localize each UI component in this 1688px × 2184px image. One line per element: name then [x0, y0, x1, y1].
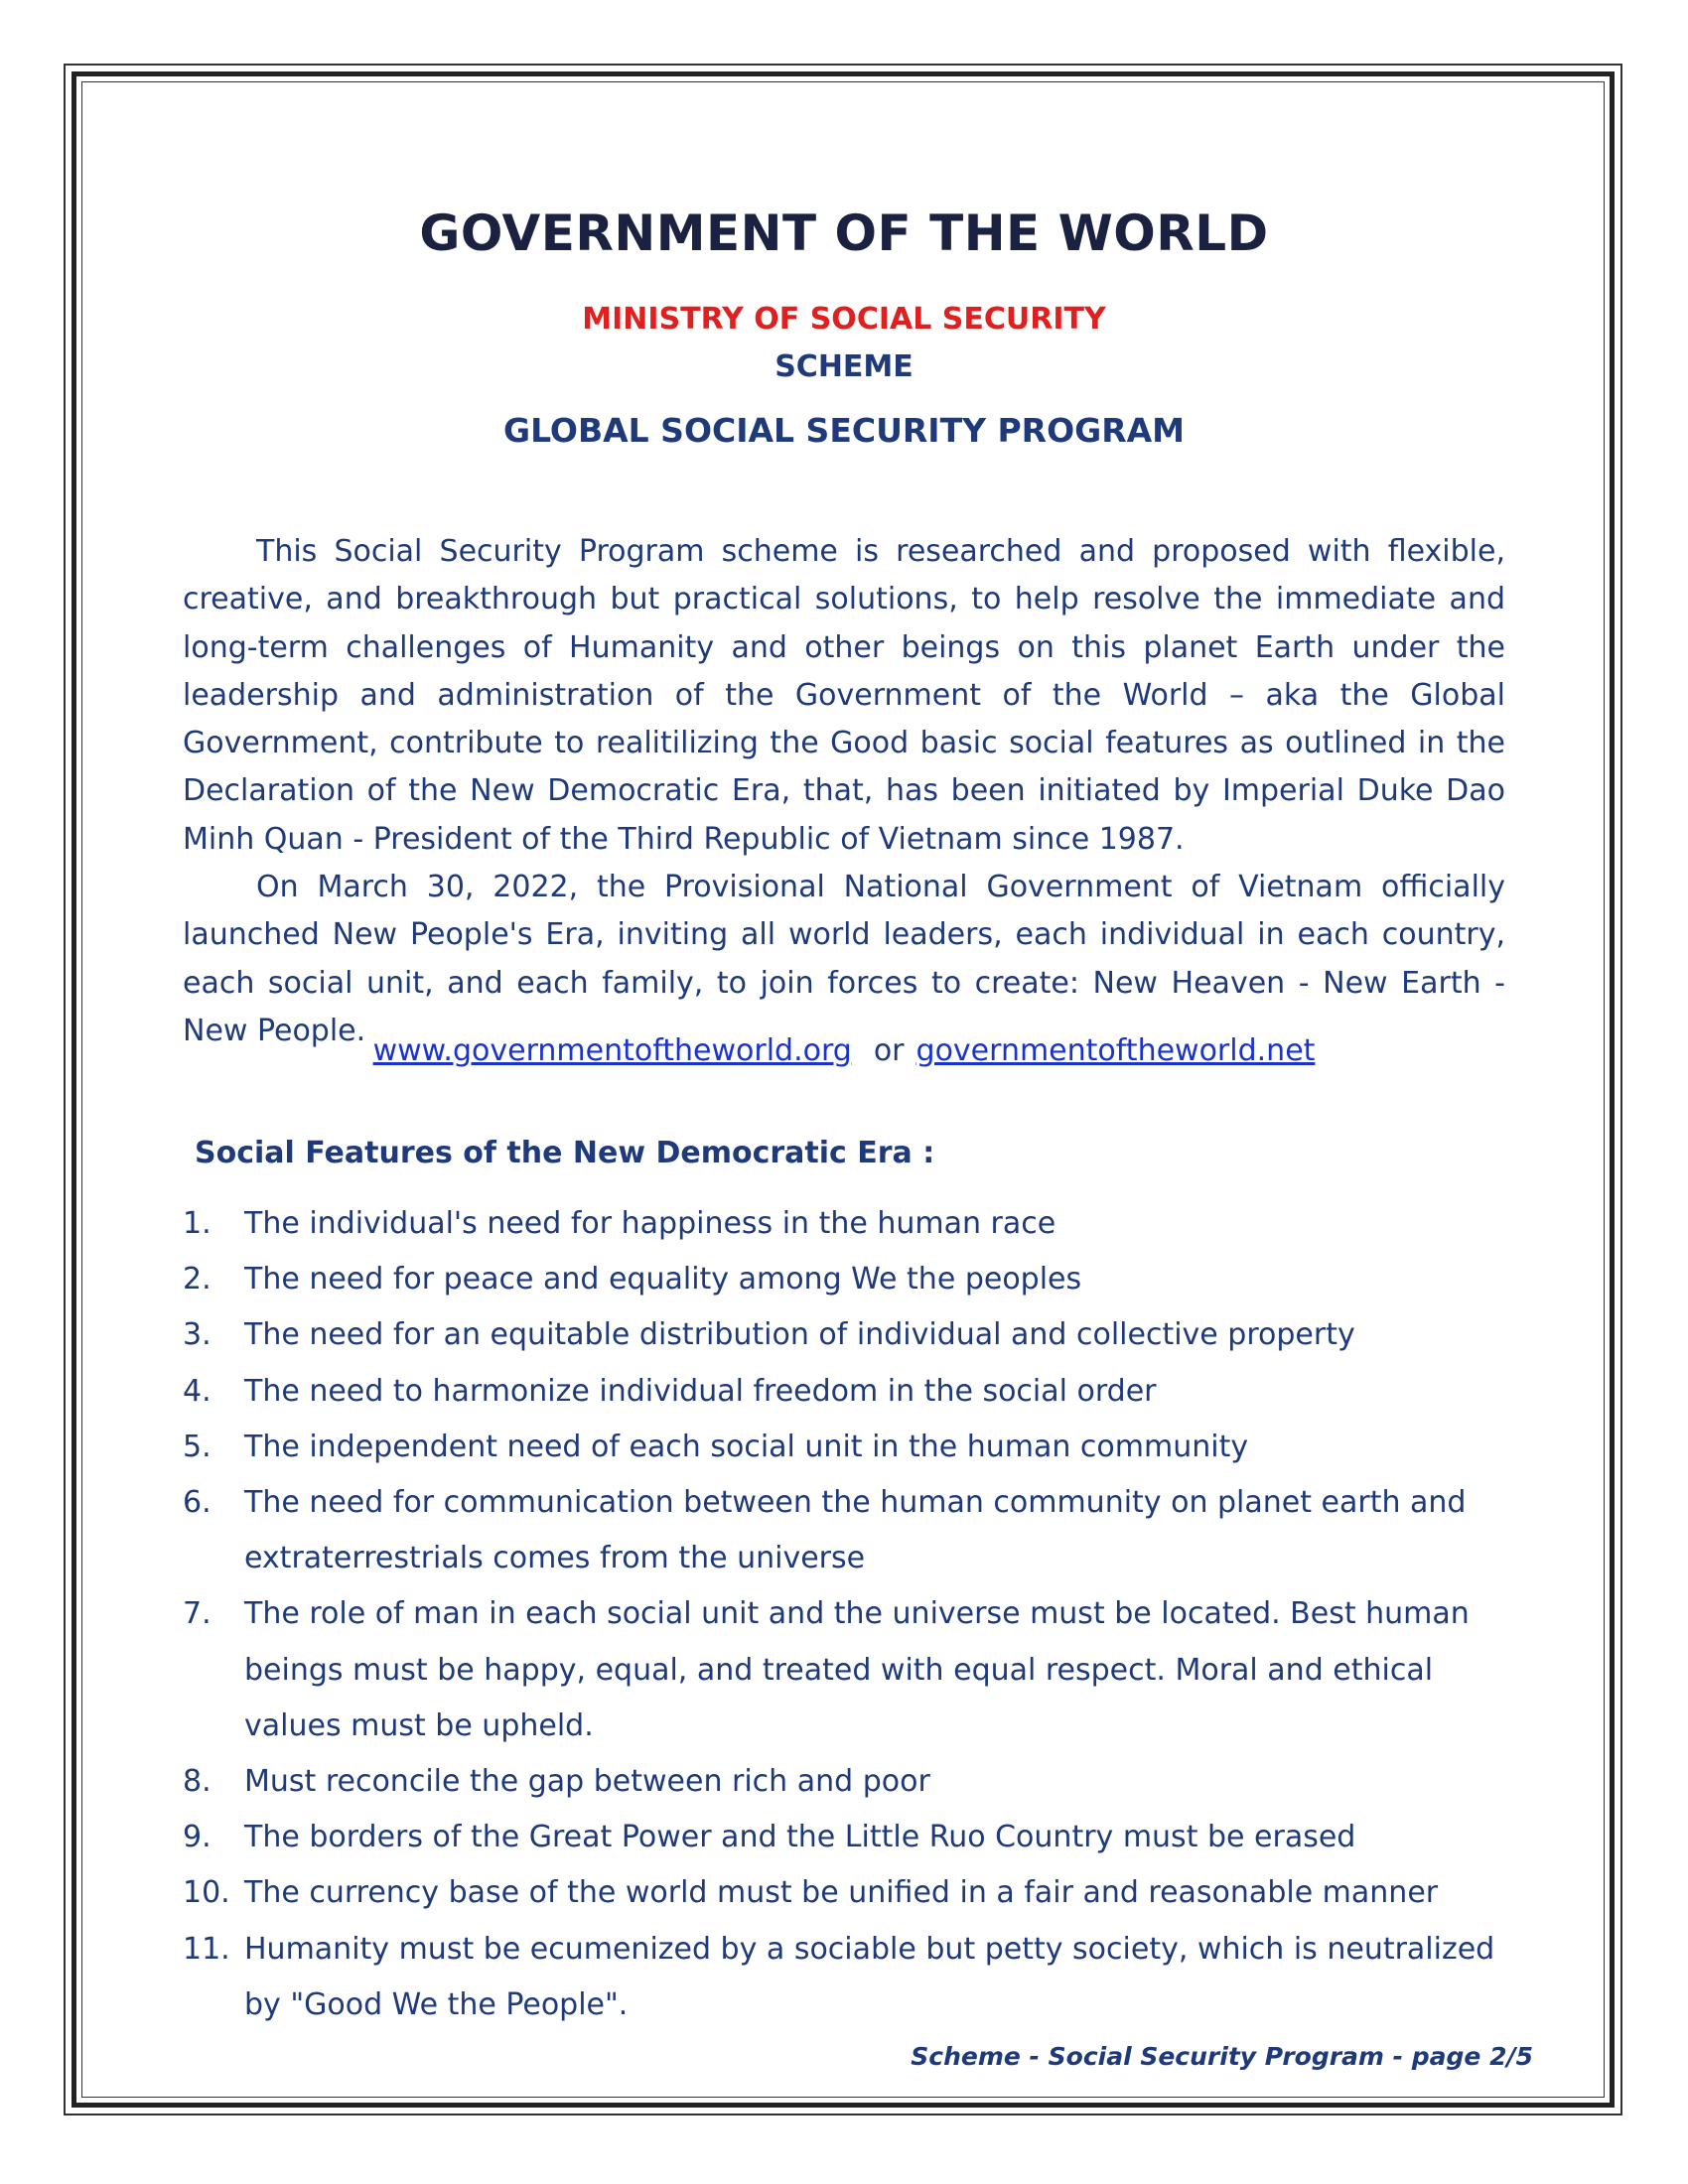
- list-item-text: The need for communication between the human community on planet earth and extraterrestrials comes from the universe: [244, 1485, 1467, 1576]
- list-item-number: 9.: [183, 1820, 211, 1855]
- list-item-number: 8.: [183, 1764, 211, 1800]
- list-item: [183, 1922, 1505, 2033]
- list-item-text: Must reconcile the gap between rich and poor: [244, 1764, 930, 1800]
- list-item-number: 7.: [183, 1596, 211, 1632]
- document-title: GOVERNMENT OF THE WORLD: [419, 205, 1269, 262]
- list-item-number: 2.: [183, 1262, 211, 1297]
- list-item-text: The need for an equitable distribution of individual and collective property: [244, 1317, 1355, 1353]
- list-item-number: 10.: [183, 1875, 230, 1911]
- list-item-text: The need for peace and equality among We the peoples: [244, 1262, 1082, 1297]
- list-item-text: The independent need of each social unit in the human community: [244, 1429, 1249, 1464]
- features-heading: Social Features of the New Democratic Era :: [195, 1136, 935, 1170]
- list-item-text: The currency base of the world must be unified in a fair and reasonable manner: [244, 1875, 1439, 1911]
- document-content: [183, 199, 1505, 2022]
- list-item: [183, 1810, 1505, 1865]
- list-item-text: Humanity must be ecumenized by a sociable but petty society, which is neutralized by "Good We the People".: [244, 1931, 1495, 2022]
- list-item: [183, 1420, 1505, 1475]
- website-link-org[interactable]: www.governmentoftheworld.org: [372, 1033, 852, 1068]
- page-footer: Scheme - Social Security Program - page 2/5: [911, 2042, 1533, 2071]
- website-links: [183, 1027, 1505, 1075]
- ministry-heading: MINISTRY OF SOCIAL SECURITY: [582, 302, 1106, 337]
- list-item-number: 5.: [183, 1429, 211, 1464]
- features-list: [183, 1196, 1505, 2033]
- list-item-text: The borders of the Great Power and the Little Ruo Country must be erased: [244, 1820, 1356, 1855]
- list-item: [183, 1475, 1505, 1586]
- list-item-number: 1.: [183, 1206, 211, 1241]
- list-item: [183, 1586, 1505, 1754]
- intro-text: [183, 528, 1505, 1055]
- list-item-number: 6.: [183, 1485, 211, 1521]
- list-item: [183, 1865, 1505, 1921]
- list-item: [183, 1754, 1505, 1810]
- paragraph-1: This Social Security Program scheme is researched and proposed with flexible, creative, and breakthrough but practical solutions, to help resolve the immediate and long-term challenges of Humanity and other beings on this planet Earth under the leadership and administration of the Government of the World – aka the Global Government, contribute to realitilizing the Good basic social features as outlined in the Declaration of the New Democratic Era, that, has been initiated by Imperial Duke Dao Minh Quan - President of the Third Republic of Vietnam since 1987.: [183, 534, 1505, 857]
- website-link-net[interactable]: governmentoftheworld.net: [915, 1033, 1316, 1068]
- program-heading: GLOBAL SOCIAL SECURITY PROGRAM: [502, 411, 1185, 450]
- list-item-number: 4.: [183, 1373, 211, 1409]
- list-item: [183, 1364, 1505, 1420]
- list-item-text: The role of man in each social unit and the universe must be located. Best human beings must be happy, equal, and treated with equal respect. Moral and ethical values must be upheld.: [244, 1596, 1470, 1743]
- scheme-heading: SCHEME: [774, 349, 914, 384]
- list-item: [183, 1307, 1505, 1363]
- list-item: [183, 1196, 1505, 1252]
- list-item-number: 3.: [183, 1317, 211, 1353]
- list-item: [183, 1252, 1505, 1307]
- list-item-text: The individual's need for happiness in the human race: [244, 1206, 1056, 1241]
- list-item-text: The need to harmonize individual freedom in the social order: [244, 1373, 1157, 1409]
- link-separator: or: [873, 1033, 905, 1068]
- list-item-number: 11.: [183, 1931, 230, 1967]
- paragraph-2: On March 30, 2022, the Provisional National Government of Vietnam officially launched New People's Era, inviting all world leaders, each individual in each country, each social unit, and each family, to join forces to create: New Heaven - New Earth - New People.: [183, 870, 1505, 1048]
